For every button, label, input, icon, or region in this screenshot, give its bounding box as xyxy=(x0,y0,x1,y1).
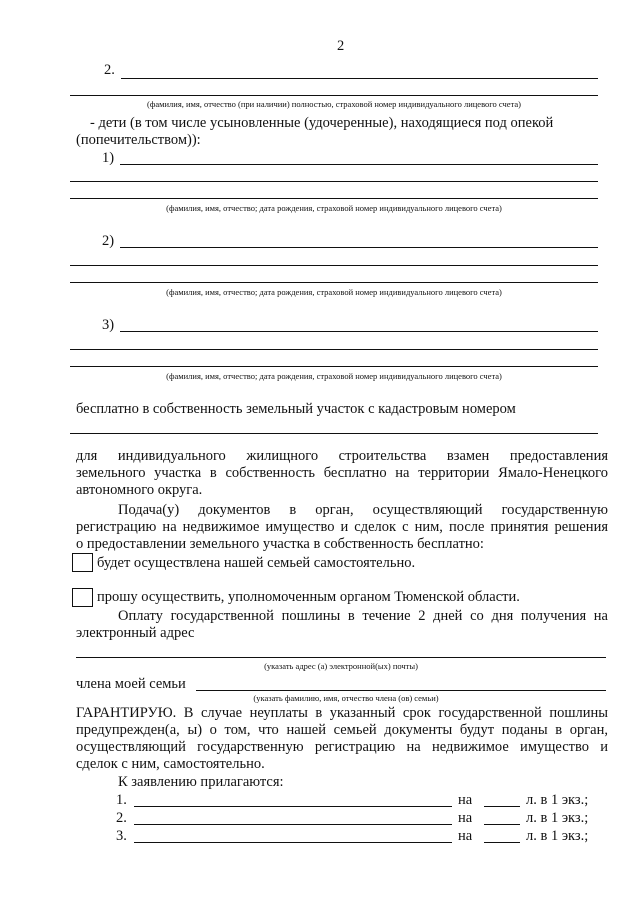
attachment-3-number: 3. xyxy=(116,828,127,844)
submission-line-3: о предоставлении земельного участка в собственность бесплатно: xyxy=(76,536,484,552)
attachment-1-name-line[interactable] xyxy=(134,806,452,807)
purpose-line-1: для индивидуального жилищного строительства взамен предоставления xyxy=(76,448,608,464)
child-3-caption: (фамилия, имя, отчество; дата рождения, страховой номер индивидуального лицевого счета) xyxy=(166,371,502,381)
attachment-1-number: 1. xyxy=(116,792,127,808)
attachment-1-sheets-line[interactable] xyxy=(484,806,520,807)
children-heading-line2: (попечительством)): xyxy=(76,132,201,148)
attachment-1-on: на xyxy=(458,792,473,808)
child-1-line-2[interactable] xyxy=(70,181,598,182)
child-1-number: 1) xyxy=(102,150,115,166)
attachment-1-sheets: л. в 1 экз.; xyxy=(526,792,589,808)
purpose-line-2: земельного участка в собственность бесплатно на территории Ямало-Ненецкого xyxy=(76,465,608,481)
child-2-line-2[interactable] xyxy=(70,265,598,266)
child-3-number: 3) xyxy=(102,317,115,333)
cadastral-text: бесплатно в собственность земельный участок с кадастровым номером xyxy=(76,401,516,417)
member-caption: (указать фамилию, имя, отчество члена (ов) семьи) xyxy=(253,693,439,703)
child-1-line-3[interactable] xyxy=(70,198,598,199)
attachment-2-on: на xyxy=(458,810,473,826)
guarantee-line-3: осуществляющий государственную регистрацию на недвижимое имущество и xyxy=(76,739,608,755)
option-2-checkbox[interactable] xyxy=(72,588,93,607)
option-1-label: будет осуществлена нашей семьей самостоятельно. xyxy=(97,555,416,571)
submission-line-2: регистрацию на недвижимое имущество и сделок с ним, после принятия решения xyxy=(76,519,608,535)
fee-line-2: электронный адрес xyxy=(76,625,195,641)
child-3-line-2[interactable] xyxy=(70,349,598,350)
member-name-line[interactable] xyxy=(196,690,606,691)
attachment-2-sheets: л. в 1 экз.; xyxy=(526,810,589,826)
child-2-line-3[interactable] xyxy=(70,282,598,283)
attachment-2-sheets-line[interactable] xyxy=(484,824,520,825)
child-2-caption: (фамилия, имя, отчество; дата рождения, страховой номер индивидуального лицевого счета) xyxy=(166,287,502,297)
submission-line-1: Подача(у) документов в орган, осуществляющий государственную xyxy=(118,502,608,518)
attachment-3-sheets: л. в 1 экз.; xyxy=(526,828,589,844)
guarantee-line-4: сделок с ним, самостоятельно. xyxy=(76,756,265,772)
attachment-3-name-line[interactable] xyxy=(134,842,452,843)
spouse-caption: (фамилия, имя, отчество (при наличии) полностью, страховой номер индивидуального лицевого счета) xyxy=(146,99,521,109)
child-1-caption: (фамилия, имя, отчество; дата рождения, страховой номер индивидуального лицевого счета) xyxy=(166,203,502,213)
option-2-label: прошу осуществить, уполномоченным органом Тюменской области. xyxy=(97,589,520,605)
item-2-number: 2. xyxy=(104,62,115,78)
attachments-title: К заявлению прилагаются: xyxy=(118,774,284,790)
attachment-3-sheets-line[interactable] xyxy=(484,842,520,843)
spouse-name-line-2[interactable] xyxy=(70,95,598,96)
member-label: члена моей семьи xyxy=(76,676,186,692)
attachment-2-name-line[interactable] xyxy=(134,824,452,825)
option-1-checkbox[interactable] xyxy=(72,553,93,572)
email-caption: (указать адрес (а) электронной(ых) почты) xyxy=(264,661,418,671)
spouse-name-line[interactable] xyxy=(121,78,598,79)
child-1-line-1[interactable] xyxy=(120,164,598,165)
children-heading-line1: - дети (в том числе усыновленные (удочеренные), находящиеся под опекой xyxy=(90,115,554,131)
page-number: 2 xyxy=(337,38,345,54)
guarantee-line-2: предупрежден(а, ы) о том, что нашей семьей документы будут поданы в орган, xyxy=(76,722,608,738)
child-2-number: 2) xyxy=(102,233,115,249)
cadastral-number-line[interactable] xyxy=(70,433,598,434)
child-2-line-1[interactable] xyxy=(120,247,598,248)
attachment-3-on: на xyxy=(458,828,473,844)
email-line[interactable] xyxy=(76,657,606,658)
fee-line-1: Оплату государственной пошлины в течение 2 дней со дня получения на xyxy=(118,608,608,624)
purpose-line-3: автономного округа. xyxy=(76,482,203,498)
child-3-line-3[interactable] xyxy=(70,366,598,367)
attachment-2-number: 2. xyxy=(116,810,127,826)
child-3-line-1[interactable] xyxy=(120,331,598,332)
guarantee-line-1: ГАРАНТИРУЮ. В случае неуплаты в указанный срок государственной пошлины xyxy=(76,705,608,721)
